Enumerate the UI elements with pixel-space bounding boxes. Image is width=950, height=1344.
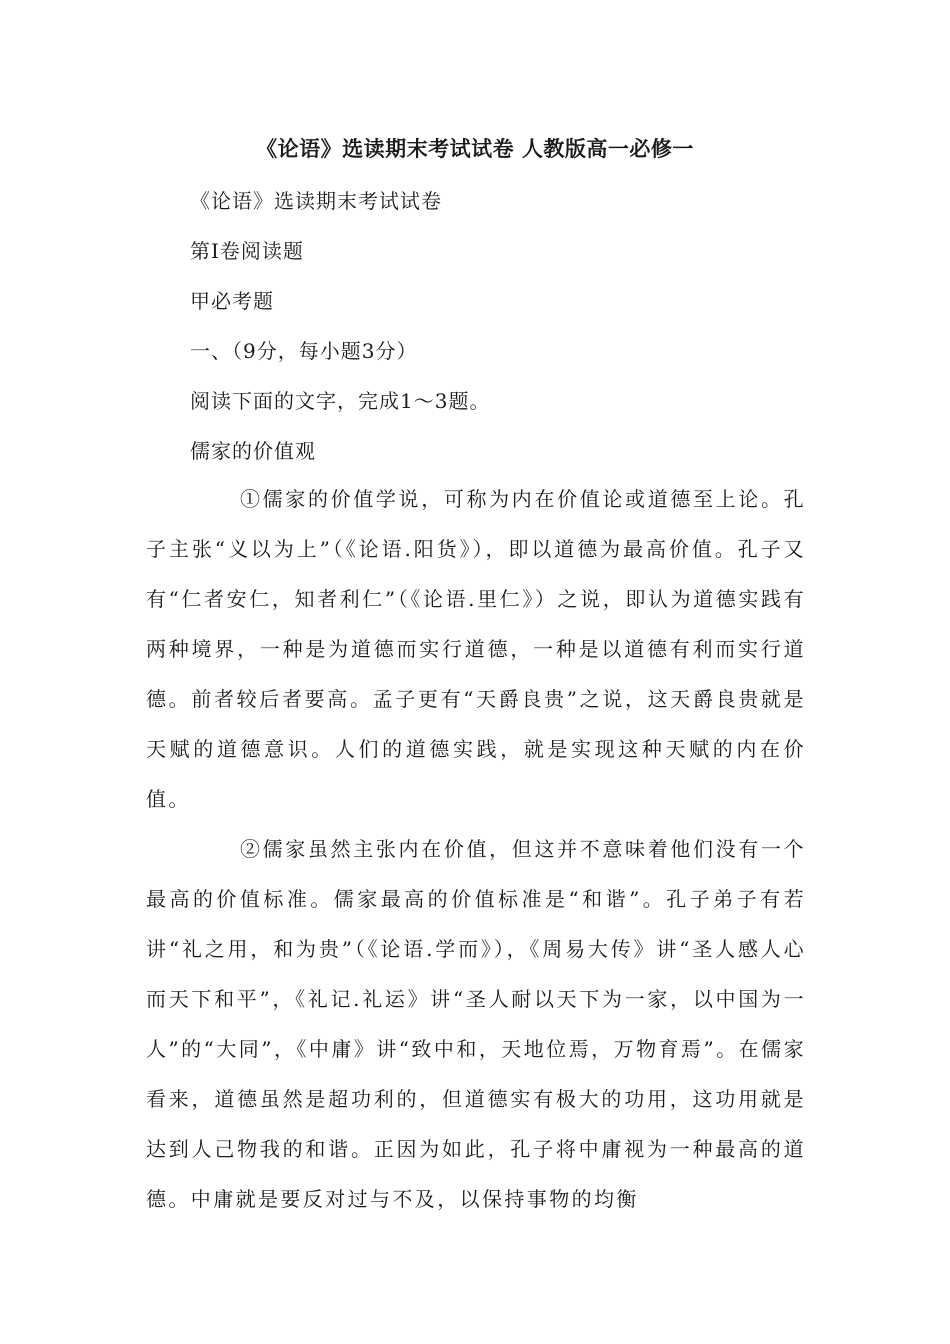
section-heading: 甲必考题 — [190, 289, 274, 313]
volume-heading: 第Ⅰ卷阅读题 — [190, 239, 304, 263]
question-header: 一、（9分，每小题3分） — [190, 339, 418, 363]
passage-paragraph-2: ②儒家虽然主张内在价值，但这并不意味着他们没有一个最高的价值标准。儒家最高的价值标准是“和谐”。孔子弟子有若讲“礼之用，和为贵”（《论语.学而》），《周易大传》讲“圣人感人心而天下和平”，《礼记.礼运》讲“圣人耐以天下为一家，以中国为一人”的“大同”，《中庸》讲“致中和，天地位焉，万物育焉”。在儒家看来，道德虽然是超功利的，但道德实有极大的功用，这功用就是达到人己物我的和谐。正因为如此，孔子将中庸视为一种最高的道德。中庸就是要反对过与不及，以保持事物的均衡 — [146, 837, 806, 1211]
reading-instruction: 阅读下面的文字，完成1～3题。 — [190, 389, 491, 413]
passage-title: 儒家的价值观 — [190, 439, 316, 463]
document-title: 《论语》选读期末考试试卷 人教版高一必修一 — [256, 137, 694, 161]
exam-subtitle: 《论语》选读期末考试试卷 — [190, 189, 442, 213]
passage-paragraph-1: ①儒家的价值学说，可称为内在价值论或道德至上论。孔子主张“义以为上”（《论语.阳货》），即以道德为最高价值。孔子又有“仁者安仁，知者利仁”（《论语.里仁》）之说，即认为道德实践有两种境界，一种是为道德而实行道德，一种是以道德有利而实行道德。前者较后者要高。孟子更有“天爵良贵”之说，这天爵良贵就是天赋的道德意识。人们的道德实践，就是实现这种天赋的内在价值。 — [146, 487, 806, 811]
